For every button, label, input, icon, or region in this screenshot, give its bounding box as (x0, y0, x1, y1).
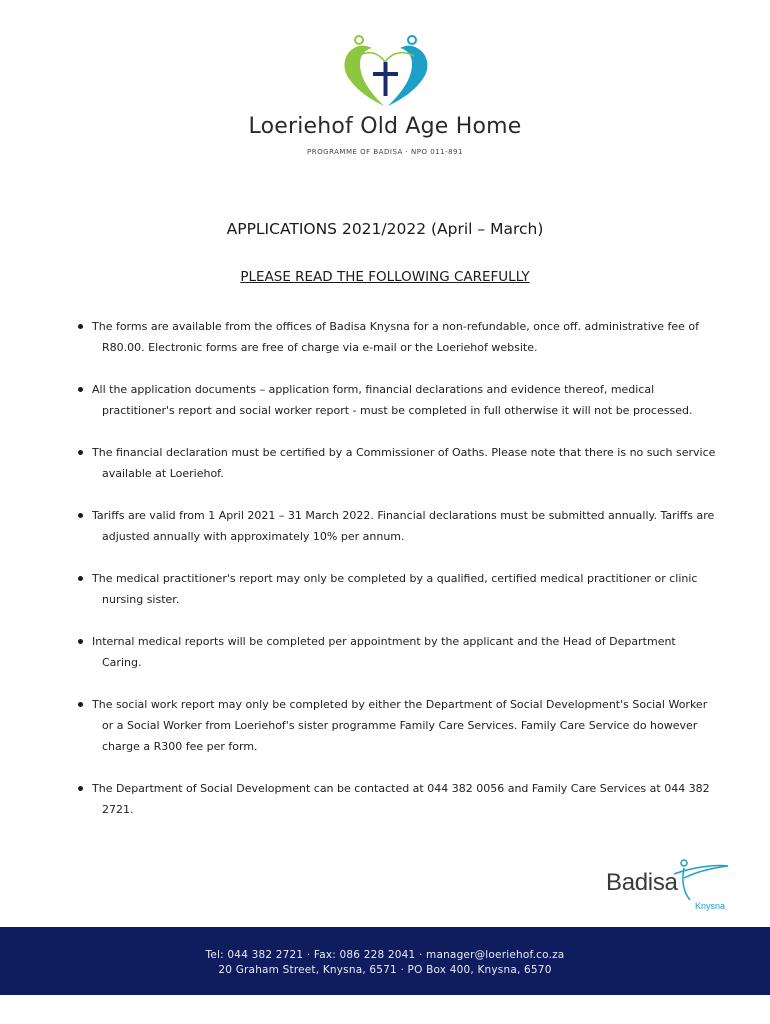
contact-footer (0, 927, 770, 995)
bullet-icon (78, 786, 83, 791)
list-item (78, 505, 718, 547)
list-item (78, 379, 718, 421)
bullet-icon (78, 639, 83, 644)
bullet-icon (78, 702, 83, 707)
list-item (78, 442, 718, 484)
list-item-text: The forms are available from the offices of Badisa Knysna for a non-refundable, once off. administrative fee of R80.00. Electronic forms are free of charge via e-mail or the Loeriehof website. (92, 320, 700, 354)
document-heading: APPLICATIONS 2021/2022 (April – March) (226, 220, 544, 238)
org-title: Loeriehof Old Age Home (248, 114, 522, 139)
bullet-icon (78, 513, 83, 518)
list-item-text: The social work report may only be completed by either the Department of Social Development's Social Worker or a Social Worker from Loeriehof's sister programme Family Care Services. Family Care Service do however charge a R300 fee per form. (92, 698, 708, 753)
list-item-text: The Department of Social Development can be contacted at 044 382 0056 and Family Care Services at 044 382 2721. (92, 782, 710, 816)
list-item (78, 316, 718, 358)
footer-contact-line: Tel: 044 382 2721 · Fax: 086 228 2041 · manager@loeriehof.co.za (205, 949, 565, 961)
list-item-text: All the application documents – application form, financial declarations and evidence thereof, medical practitioner's report and social worker report - must be completed in full otherwise it will not be processed. (92, 383, 693, 417)
badisa-logo-name: Badisa (606, 869, 678, 896)
bullet-icon (78, 450, 83, 455)
list-item-text: Tariffs are valid from 1 April 2021 – 31 March 2022. Financial declarations must be submitted annually. Tariffs are adjusted annually with approximately 10% per annum. (92, 509, 715, 543)
bullet-icon (78, 576, 83, 581)
list-item (78, 631, 718, 673)
list-item (78, 568, 718, 610)
org-subtitle: PROGRAMME OF BADISA · NPO 011-891 (307, 148, 463, 156)
badisa-logo-place: Knysna (695, 901, 726, 911)
loeriehof-logo (338, 32, 434, 110)
requirements-list (78, 316, 718, 841)
list-item-text: Internal medical reports will be completed per appointment by the applicant and the Head of Department Caring. (92, 635, 676, 669)
list-item-text: The medical practitioner's report may only be completed by a qualified, certified medical practitioner or clinic nursing sister. (92, 572, 698, 606)
footer-address-line: 20 Graham Street, Knysna, 6571 · PO Box 400, Knysna, 6570 (218, 964, 552, 976)
list-item (78, 778, 718, 820)
list-item (78, 694, 718, 757)
list-item-text: The financial declaration must be certified by a Commissioner of Oaths. Please note that there is no such service available at Loeriehof. (92, 446, 716, 480)
document-subheading: PLEASE READ THE FOLLOWING CAREFULLY (240, 269, 530, 285)
bullet-icon (78, 387, 83, 392)
bullet-icon (78, 324, 83, 329)
